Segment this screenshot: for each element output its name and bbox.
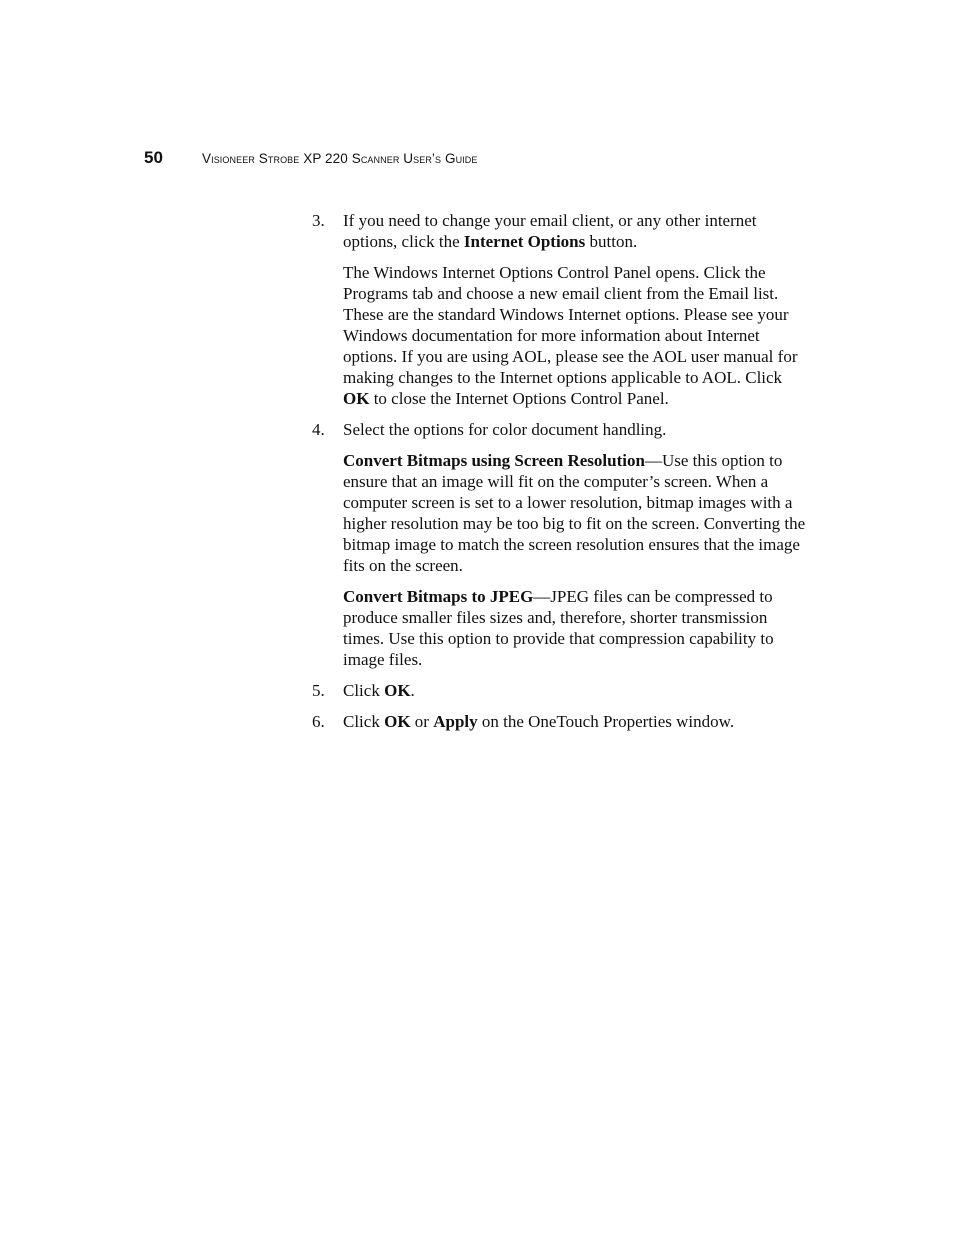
page-number: 50 [144,148,163,167]
ok-label: OK [384,712,411,731]
step-5 [312,680,812,701]
option-label: Convert Bitmaps using Screen Resolution [343,451,645,470]
ok-label: OK [384,681,411,700]
option-jpeg [343,586,812,670]
step-text: or [410,712,434,731]
internet-options-label: Internet Options [463,232,586,251]
paragraph-text: to close the Internet Options Control Panel. [369,389,669,408]
option-description: —Use this option to ensure that an image will fit on the computer’s screen. When a computer screen is set to a lower resolution, bitmap images with a higher resolution may be too big to fit on the screen. Converting the bitmap image to match the screen resolution ensures that the image fits on the screen. [343,451,806,575]
step-text: on the OneTouch Properties window. [477,712,735,731]
paragraph-text: The Windows Internet Options Control Panel opens. Click the Programs tab and choose a new email client from the Email list. These are the standard Windows Internet options. Please see your Windows documentation for more information about Internet options. If you are using AOL, please see the AOL user manual for making changes to the Internet options applicable to AOL. Click [343,263,798,387]
apply-label: Apply [433,712,478,731]
step-text: Select the options for color document handling. [343,420,667,439]
step-number: 6. [312,712,325,731]
step-text: button. [585,232,638,251]
step-text: Click [343,712,385,731]
ok-label: OK [343,389,370,408]
option-label: Convert Bitmaps to JPEG [343,587,534,606]
step-4 [312,419,812,440]
step-number: 4. [312,420,325,439]
step-number: 3. [312,211,325,230]
page-body [312,210,812,742]
step-text: If you need to change your email client, or any other internet options, click the [343,211,757,251]
step-6 [312,711,812,732]
step-text: Click [343,681,385,700]
option-description: —JPEG files can be compressed to produce smaller files sizes and, therefore, shorter transmission times. Use this option to provide that compression capability to image files. [343,587,774,669]
step-3 [312,210,812,252]
running-header [144,148,477,168]
option-screen-resolution [343,450,812,576]
step-3-description [343,262,812,409]
guide-title: Visioneer Strobe XP 220 Scanner User’s Guide [202,151,478,166]
step-text: . [410,681,415,700]
step-number: 5. [312,681,325,700]
